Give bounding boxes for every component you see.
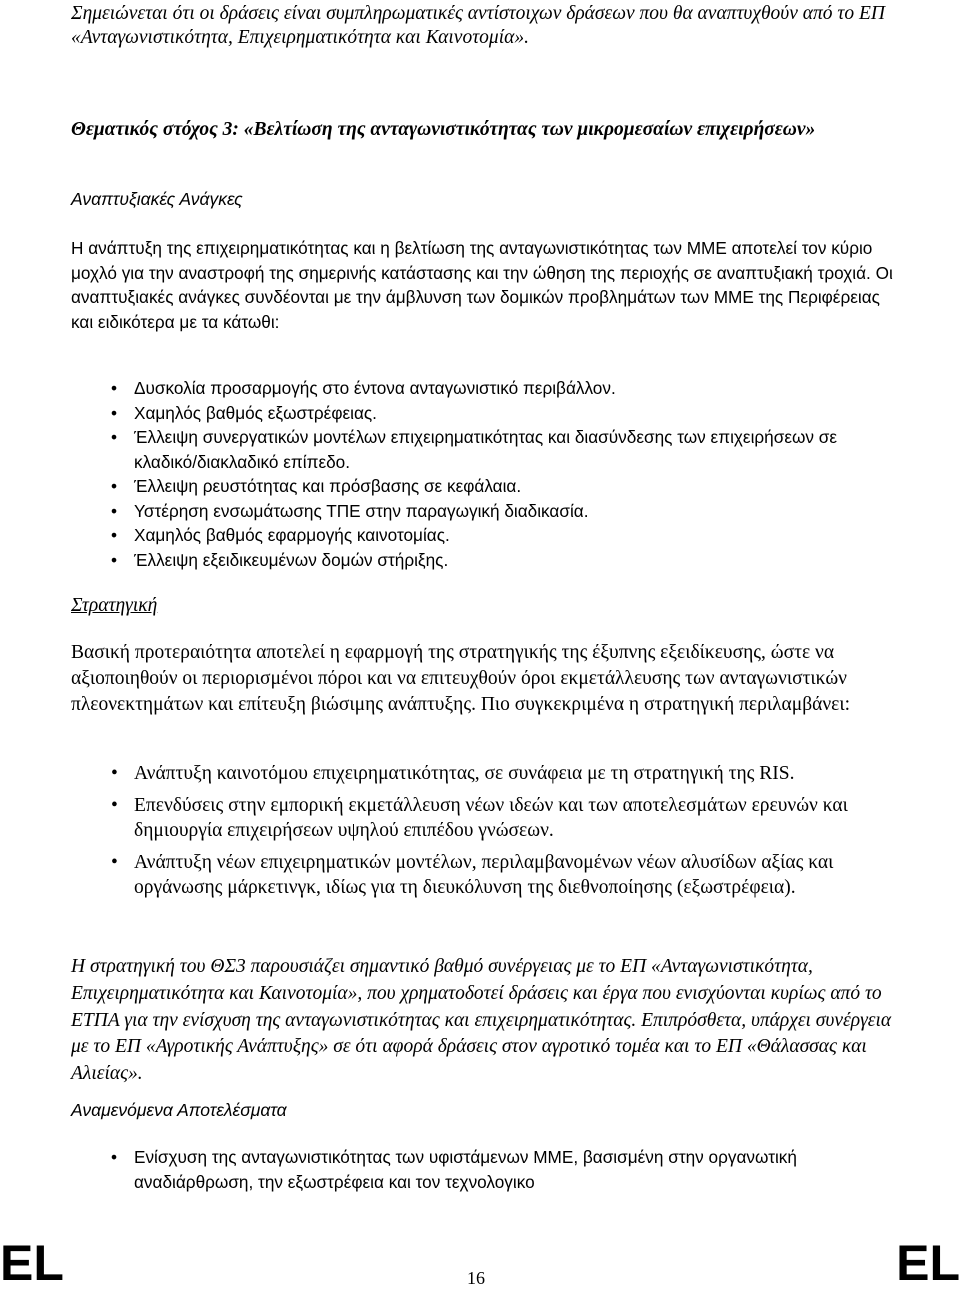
list-item-text: Επενδύσεις στην εμπορική εκμετάλλευση νέων ιδεών και των αποτελεσμάτων ερευνών και δημιουργία επιχειρήσεων υψηλού επιπέδου γνώσεων. <box>134 794 848 841</box>
list-item-text: Έλλειψη συνεργατικών μοντέλων επιχειρηματικότητας και διασύνδεσης των επιχειρήσεων σε κλαδικό/διακλαδικό επίπεδο. <box>134 427 838 472</box>
list-item <box>71 793 901 844</box>
needs-list <box>71 376 901 572</box>
strategy-list <box>71 761 901 907</box>
bullet-icon: • <box>111 851 118 873</box>
bullet-icon: • <box>111 549 118 570</box>
strategy-paragraph: Βασική προτεραιότητα αποτελεί η εφαρμογή της στρατηγικής της έξυπνης εξειδίκευσης, ώστε να αξιοποιηθούν οι περιορισμένοι πόροι και να επιτευχθούν όροι εκμετάλλευσης των ανταγωνιστικών πλεονεκτημάτων και επίτευξη βιώσιμης ανάπτυξης. Πιο συγκεκριμένα η στρατηγική περιλαμβάνει: <box>71 642 851 715</box>
strategy-heading: Στρατηγική <box>71 595 158 616</box>
list-item <box>71 499 901 524</box>
needs-heading: Αναπτυξιακές Ανάγκες <box>71 189 243 209</box>
list-item <box>71 850 901 901</box>
results-list <box>71 1145 901 1194</box>
list-item <box>71 376 901 401</box>
list-item-text: Ανάπτυξη καινοτόμου επιχειρηματικότητας, σε συνάφεια με τη στρατηγική της RIS. <box>134 763 795 784</box>
list-item <box>71 425 901 474</box>
list-item <box>71 548 901 573</box>
list-item <box>71 1145 901 1194</box>
bullet-icon: • <box>111 794 118 816</box>
bullet-icon: • <box>111 476 118 496</box>
list-item-text: Χαμηλός βαθμός εξωστρέφειας. <box>134 402 377 423</box>
bullet-icon: • <box>111 763 118 784</box>
bullet-icon: • <box>111 378 118 398</box>
results-heading: Αναμενόμενα Αποτελέσματα <box>71 1100 287 1120</box>
bullet-icon: • <box>111 500 118 521</box>
bullet-icon: • <box>111 402 118 423</box>
list-item-text: Υστέρηση ενσωμάτωσης ΤΠΕ στην παραγωγική διαδικασία. <box>134 500 589 521</box>
list-item <box>71 401 901 426</box>
list-item <box>71 523 901 548</box>
bullet-icon: • <box>111 427 118 447</box>
footer-lang-right: EL <box>896 1235 960 1291</box>
intro-note: Σημειώνεται ότι οι δράσεις είναι συμπληρωματικές αντίστοιχων δράσεων που θα αναπτυχθούν από το ΕΠ «Ανταγωνιστικότητα, Επιχειρηματικότητα και Καινοτομία». <box>71 3 885 48</box>
bullet-icon: • <box>111 525 118 545</box>
list-item-text: Δυσκολία προσαρμογής στο έντονα ανταγωνιστικό περιβάλλον. <box>134 378 616 398</box>
list-item-text: Έλλειψη ρευστότητας και πρόσβασης σε κεφάλαια. <box>134 476 522 496</box>
goal-title: Θεματικός στόχος 3: «Βελτίωση της ανταγωνιστικότητας των μικρομεσαίων επιχειρήσεων» <box>71 119 816 140</box>
list-item-text: Χαμηλός βαθμός εφαρμογής καινοτομίας. <box>134 525 450 545</box>
list-item <box>71 761 901 787</box>
list-item-text: Ενίσχυση της ανταγωνιστικότητας των υφιστάμενων ΜΜΕ, βασισμένη στην οργανωτική αναδιάρθρωση, την εξωστρέφεια και τον τεχνολογικο <box>134 1147 797 1192</box>
list-item-text: Έλλειψη εξειδικευμένων δομών στήριξης. <box>134 549 449 570</box>
synergy-paragraph: Η στρατηγική του ΘΣ3 παρουσιάζει σημαντικό βαθμό συνέργειας με το ΕΠ «Ανταγωνιστικότητα, Επιχειρηματικότητα και Καινοτομία», που χρηματοδοτεί δράσεις και έργα που ενισχύονται κυρίως από το ΕΤΠΑ για την ενίσχυση της ανταγωνιστικότητας και επιχειρηματικότητας. Επιπρόσθετα, υπάρχει συνέργεια με το ΕΠ «Αγροτικής Ανάπτυξης» σε ότι αφορά δράσεις στον αγροτικό τομέα και το ΕΠ «Θάλασσας και Αλιείας». <box>71 956 892 1085</box>
list-item <box>71 474 901 499</box>
bullet-icon: • <box>111 1147 118 1167</box>
needs-paragraph: Η ανάπτυξη της επιχειρηματικότητας και η βελτίωση της ανταγωνιστικότητας των ΜΜΕ αποτελεί τον κύριο μοχλό για την αναστροφή της σημερινής κατάστασης και την ώθηση της περιοχής σε αναπτυξιακή τροχιά. Οι αναπτυξιακές ανάγκες συνδέονται με την άμβλυνση των δομικών προβλημάτων των ΜΜΕ της Περιφέρειας και ειδικότερα με τα κάτωθι: <box>71 238 893 332</box>
page-number: 16 <box>467 1268 485 1288</box>
list-item-text: Ανάπτυξη νέων επιχειρηματικών μοντέλων, περιλαμβανομένων νέων αλυσίδων αξίας και οργάνωσης μάρκετινγκ, ιδίως για τη διευκόλυνση της διεθνοποίησης (εξωστρέφεια). <box>134 851 834 898</box>
footer-lang-left: EL <box>0 1235 64 1291</box>
